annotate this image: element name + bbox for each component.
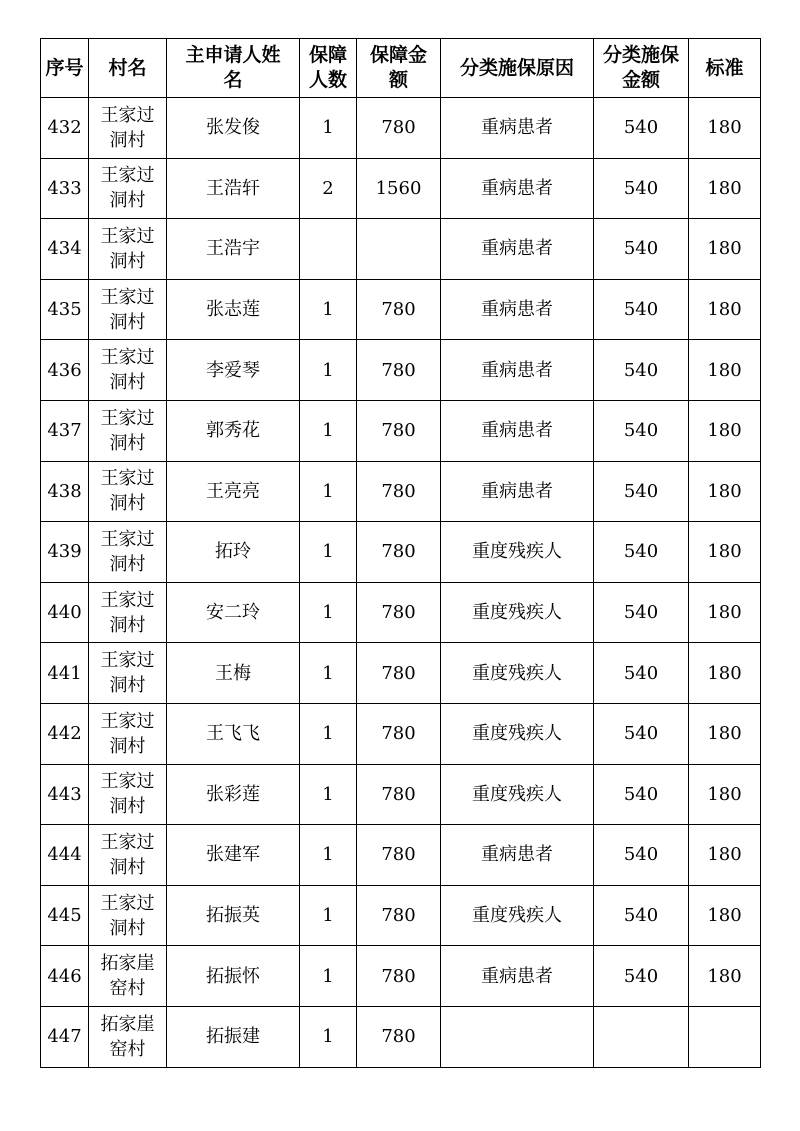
cell-applicant: 安二玲: [167, 582, 300, 643]
cell-seq: 442: [41, 703, 89, 764]
cell-standard: 180: [689, 98, 761, 159]
cell-standard: 180: [689, 885, 761, 946]
cell-amount: 780: [357, 461, 441, 522]
cell-amount: 780: [357, 764, 441, 825]
cell-class-amount: 540: [594, 885, 689, 946]
cell-seq: 433: [41, 158, 89, 219]
cell-reason: 重病患者: [441, 158, 594, 219]
cell-standard: 180: [689, 279, 761, 340]
header-reason: 分类施保原因: [441, 39, 594, 98]
cell-amount: [357, 219, 441, 280]
header-amount: 保障金额: [357, 39, 441, 98]
cell-persons: 1: [300, 1006, 357, 1067]
cell-persons: 1: [300, 643, 357, 704]
cell-reason: 重度残疾人: [441, 582, 594, 643]
cell-persons: [300, 219, 357, 280]
cell-persons: 1: [300, 885, 357, 946]
cell-village: 王家过洞村: [89, 703, 167, 764]
cell-amount: 780: [357, 522, 441, 583]
cell-seq: 436: [41, 340, 89, 401]
cell-applicant: 张建军: [167, 825, 300, 886]
cell-persons: 1: [300, 522, 357, 583]
cell-village: 王家过洞村: [89, 885, 167, 946]
cell-reason: 重病患者: [441, 400, 594, 461]
cell-amount: 780: [357, 825, 441, 886]
table-row: [41, 946, 761, 1007]
cell-amount: 780: [357, 703, 441, 764]
cell-class-amount: 540: [594, 340, 689, 401]
header-applicant: 主申请人姓名: [167, 39, 300, 98]
cell-reason: 重病患者: [441, 825, 594, 886]
cell-village: 王家过洞村: [89, 825, 167, 886]
cell-standard: [689, 1006, 761, 1067]
cell-amount: 780: [357, 400, 441, 461]
cell-seq: 446: [41, 946, 89, 1007]
header-persons: 保障人数: [300, 39, 357, 98]
cell-standard: 180: [689, 400, 761, 461]
cell-seq: 439: [41, 522, 89, 583]
table-row: [41, 1006, 761, 1067]
cell-applicant: 张发俊: [167, 98, 300, 159]
cell-village: 王家过洞村: [89, 158, 167, 219]
cell-persons: 1: [300, 703, 357, 764]
cell-village: 王家过洞村: [89, 340, 167, 401]
table-row: [41, 400, 761, 461]
cell-reason: 重病患者: [441, 461, 594, 522]
cell-amount: 780: [357, 885, 441, 946]
table-row: [41, 461, 761, 522]
table-row: [41, 340, 761, 401]
cell-reason: 重度残疾人: [441, 703, 594, 764]
cell-village: 拓家崖窑村: [89, 1006, 167, 1067]
cell-applicant: 张志莲: [167, 279, 300, 340]
cell-reason: 重度残疾人: [441, 764, 594, 825]
cell-class-amount: 540: [594, 764, 689, 825]
cell-standard: 180: [689, 158, 761, 219]
cell-applicant: 王亮亮: [167, 461, 300, 522]
cell-class-amount: 540: [594, 703, 689, 764]
cell-village: 王家过洞村: [89, 279, 167, 340]
cell-reason: 重度残疾人: [441, 522, 594, 583]
cell-class-amount: 540: [594, 219, 689, 280]
cell-seq: 435: [41, 279, 89, 340]
cell-village: 拓家崖窑村: [89, 946, 167, 1007]
cell-amount: 780: [357, 98, 441, 159]
cell-persons: 1: [300, 400, 357, 461]
cell-reason: 重度残疾人: [441, 643, 594, 704]
table-row: [41, 522, 761, 583]
header-class-amount: 分类施保金额: [594, 39, 689, 98]
cell-village: 王家过洞村: [89, 219, 167, 280]
cell-amount: 780: [357, 946, 441, 1007]
cell-seq: 440: [41, 582, 89, 643]
table-row: [41, 219, 761, 280]
cell-amount: 780: [357, 340, 441, 401]
cell-village: 王家过洞村: [89, 98, 167, 159]
table-row: [41, 643, 761, 704]
table-row: [41, 764, 761, 825]
cell-standard: 180: [689, 825, 761, 886]
cell-applicant: 王飞飞: [167, 703, 300, 764]
cell-standard: 180: [689, 703, 761, 764]
cell-seq: 437: [41, 400, 89, 461]
cell-class-amount: 540: [594, 158, 689, 219]
cell-persons: 1: [300, 582, 357, 643]
cell-reason: 重病患者: [441, 279, 594, 340]
cell-standard: 180: [689, 582, 761, 643]
cell-seq: 438: [41, 461, 89, 522]
cell-amount: 780: [357, 1006, 441, 1067]
header-village: 村名: [89, 39, 167, 98]
cell-village: 王家过洞村: [89, 643, 167, 704]
cell-reason: 重病患者: [441, 98, 594, 159]
cell-persons: 1: [300, 825, 357, 886]
cell-class-amount: 540: [594, 461, 689, 522]
cell-seq: 445: [41, 885, 89, 946]
cell-applicant: 张彩莲: [167, 764, 300, 825]
table-row: [41, 582, 761, 643]
cell-applicant: 郭秀花: [167, 400, 300, 461]
cell-persons: 1: [300, 461, 357, 522]
cell-reason: [441, 1006, 594, 1067]
cell-standard: 180: [689, 461, 761, 522]
cell-class-amount: 540: [594, 400, 689, 461]
cell-amount: 780: [357, 643, 441, 704]
cell-standard: 180: [689, 522, 761, 583]
table-row: [41, 158, 761, 219]
cell-class-amount: 540: [594, 946, 689, 1007]
cell-seq: 444: [41, 825, 89, 886]
cell-village: 王家过洞村: [89, 461, 167, 522]
cell-persons: 1: [300, 98, 357, 159]
assistance-roster-table: [40, 38, 761, 1068]
cell-applicant: 拓振英: [167, 885, 300, 946]
cell-village: 王家过洞村: [89, 522, 167, 583]
cell-standard: 180: [689, 764, 761, 825]
cell-village: 王家过洞村: [89, 764, 167, 825]
cell-standard: 180: [689, 643, 761, 704]
cell-persons: 1: [300, 340, 357, 401]
table-row: [41, 279, 761, 340]
cell-standard: 180: [689, 219, 761, 280]
cell-village: 王家过洞村: [89, 582, 167, 643]
cell-village: 王家过洞村: [89, 400, 167, 461]
cell-persons: 1: [300, 279, 357, 340]
table-row: [41, 703, 761, 764]
cell-applicant: 拓振怀: [167, 946, 300, 1007]
cell-amount: 1560: [357, 158, 441, 219]
cell-reason: 重病患者: [441, 340, 594, 401]
cell-class-amount: [594, 1006, 689, 1067]
cell-reason: 重病患者: [441, 219, 594, 280]
table-row: [41, 825, 761, 886]
cell-applicant: 拓振建: [167, 1006, 300, 1067]
cell-seq: 441: [41, 643, 89, 704]
header-seq: 序号: [41, 39, 89, 98]
cell-applicant: 拓玲: [167, 522, 300, 583]
cell-persons: 1: [300, 946, 357, 1007]
cell-seq: 447: [41, 1006, 89, 1067]
cell-amount: 780: [357, 279, 441, 340]
cell-class-amount: 540: [594, 582, 689, 643]
cell-reason: 重度残疾人: [441, 885, 594, 946]
cell-persons: 1: [300, 764, 357, 825]
cell-class-amount: 540: [594, 825, 689, 886]
cell-class-amount: 540: [594, 98, 689, 159]
cell-amount: 780: [357, 582, 441, 643]
cell-class-amount: 540: [594, 643, 689, 704]
cell-seq: 443: [41, 764, 89, 825]
table-body: [41, 98, 761, 1068]
cell-seq: 432: [41, 98, 89, 159]
cell-applicant: 王浩宇: [167, 219, 300, 280]
cell-standard: 180: [689, 946, 761, 1007]
cell-persons: 2: [300, 158, 357, 219]
cell-applicant: 李爱琴: [167, 340, 300, 401]
table-row: [41, 98, 761, 159]
cell-applicant: 王梅: [167, 643, 300, 704]
header-standard: 标准: [689, 39, 761, 98]
cell-seq: 434: [41, 219, 89, 280]
header-row: [41, 39, 761, 98]
cell-standard: 180: [689, 340, 761, 401]
cell-class-amount: 540: [594, 279, 689, 340]
table-row: [41, 885, 761, 946]
cell-reason: 重病患者: [441, 946, 594, 1007]
cell-applicant: 王浩轩: [167, 158, 300, 219]
cell-class-amount: 540: [594, 522, 689, 583]
